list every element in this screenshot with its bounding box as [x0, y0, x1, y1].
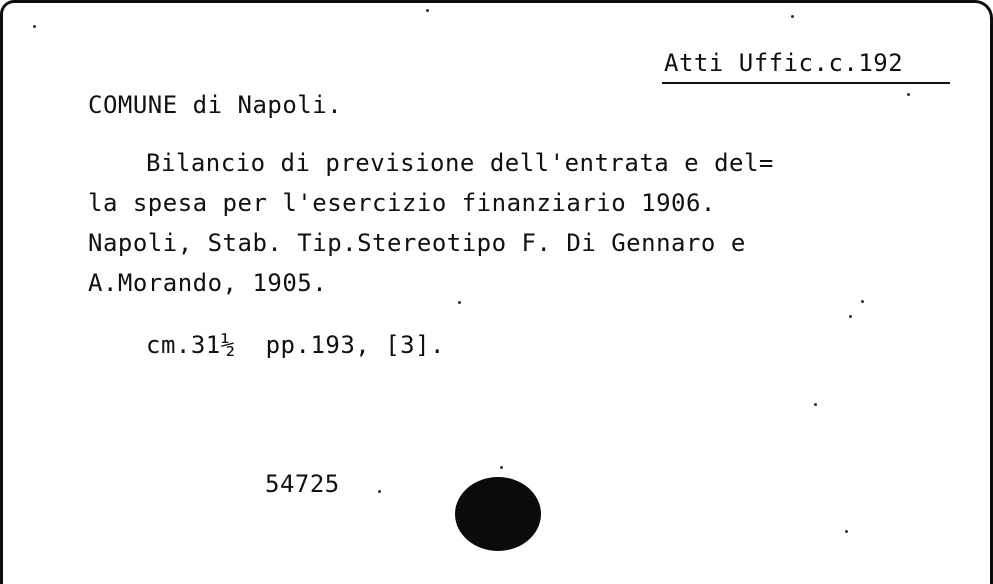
shelfmark: Atti Uffic.c.192 — [664, 49, 904, 77]
speck — [33, 25, 36, 28]
speck — [861, 300, 864, 303]
title-line-1: Bilancio di previsione dell'entrata e del= — [146, 149, 774, 177]
speck — [378, 490, 381, 493]
speck — [426, 9, 429, 12]
title-line-3: Napoli, Stab. Tip.Stereotipo F. Di Gennaro e — [88, 229, 746, 257]
speck — [845, 530, 848, 533]
heading: COMUNE di Napoli. — [88, 91, 343, 119]
speck — [849, 315, 852, 318]
accession-number: 54725 — [265, 470, 340, 498]
speck — [458, 301, 461, 304]
title-line-2: la spesa per l'esercizio finanziario 1906. — [88, 189, 716, 217]
punch-hole — [455, 477, 541, 551]
collation: cm.31½ pp.193, [3]. — [146, 331, 445, 359]
speck — [791, 15, 794, 18]
speck — [814, 403, 817, 406]
speck — [500, 466, 503, 469]
shelfmark-underline — [662, 82, 950, 84]
speck — [907, 93, 910, 96]
title-line-4: A.Morando, 1905. — [88, 269, 328, 297]
